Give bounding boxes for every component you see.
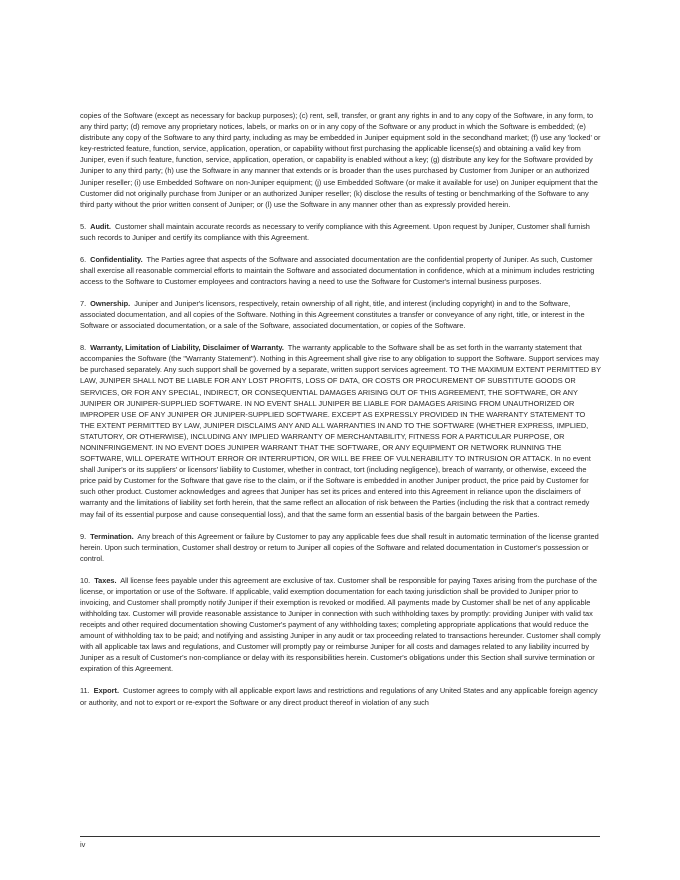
section-text: The warranty applicable to the Software shall be as set forth in the warranty statement that accompanies the Software (the "Warranty Statement"). Nothing in this Agreement shall give rise to any obligation to support the Software. Support services may be purchased separately. Any such support shall be governed by a separate, written support services agreement. TO THE MAXIMUM EXTENT PERMITTED BY LAW, JUNIPER SHALL NOT BE LIABLE FOR ANY LOST PROFITS, LOSS OF DATA, OR COSTS OR PROCUREMENT OF SUBSTITUTE GOODS OR SERVICES, OR FOR ANY SPECIAL, INDIRECT, OR CONSEQUENTIAL DAMAGES ARISING OUT OF THIS AGREEMENT, THE SOFTWARE, OR ANY JUNIPER OR JUNIPER-SUPPLIED SOFTWARE. IN NO EVENT SHALL JUNIPER BE LIABLE FOR DAMAGES ARISING FROM UNAUTHORIZED OR IMPROPER USE OF ANY JUNIPER OR JUNIPER-SUPPLIED SOFTWARE. EXCEPT AS EXPRESSLY PROVIDED IN THE WARRANTY STATEMENT TO THE EXTENT PERMITTED BY LAW, JUNIPER DISCLAIMS ANY AND ALL WARRANTIES IN AND TO THE SOFTWARE (WHETHER EXPRESS, IMPLIED, STATUTORY, OR OTHERWISE), INCLUDING ANY IMPLIED WARRANTY OF MERCHANTABILITY, FITNESS FOR A PARTICULAR PURPOSE, OR NONINFRINGEMENT. IN NO EVENT DOES JUNIPER WARRANT THAT THE SOFTWARE, OR ANY EQUIPMENT OR NETWORK RUNNING THE SOFTWARE, WILL OPERATE WITHOUT ERROR OR INTERRUPTION, OR WILL BE FREE OF VULNERABILITY TO INTRUSION OR ATTACK. In no event shall Juniper's or its suppliers' or licensors' liability to Customer, whether in contract, tort (including negligence), breach of warranty, or otherwise, exceed the price paid by Customer for the Software that gave rise to the claim, or if the Software is embedded in another Juniper product, the price paid by Customer for such other product. Customer acknowledges and agrees that Juniper has set its prices and entered into this Agreement in reliance upon the disclaimers of warranty and the limitations of liability set forth herein, that the same reflect an allocation of risk between the Parties (including the risk that a contract remedy may fail of its essential purpose and cause consequential loss), and that the same form an essential basis of the bargain between the Parties. bbox=[80, 343, 601, 519]
section-ownership bbox=[80, 298, 601, 331]
section-text: Customer shall maintain accurate records as necessary to verify compliance with this Agreement. Upon request by Juniper, Customer shall furnish such records to Juniper and certify its compliance with this Agreement. bbox=[80, 221, 590, 242]
section-text: Customer agrees to comply with all applicable export laws and restrictions and regulations of any United States and any applicable foreign agency or authority, and not to export or re-export the Software or any direct product thereof in violation of any such bbox=[80, 686, 598, 707]
section-number: 8. bbox=[80, 343, 87, 353]
section-heading: Confidentiality. bbox=[90, 254, 143, 264]
page-number: iv bbox=[80, 840, 86, 849]
section-termination bbox=[80, 531, 601, 564]
section-number: 6. bbox=[80, 254, 87, 264]
section-text: The Parties agree that aspects of the Software and associated documentation are the confidential property of Juniper. As such, Customer shall exercise all reasonable commercial efforts to maintain the Software and associated documentation in confidence, which at a minimum includes restricting access to the Software to Customer employees and contractors having a need to use the Software for Customer's internal business purposes. bbox=[80, 254, 595, 286]
section-text: All license fees payable under this agreement are exclusive of tax. Customer shall be responsible for paying Taxes arising from the purchase of the license, or importation or use of the Software. If applicable, valid exemption documentation for each taxing jurisdiction shall be provided to Juniper prior to invoicing, and Customer shall promptly notify Juniper if their exemption is revoked or modified. All payments made by Customer shall be net of any applicable withholding tax. Customer will provide reasonable assistance to Juniper in connection with such withholding taxes by promptly: providing Juniper with valid tax receipts and other required documentation showing Customer's payment of any withholding taxes; completing appropriate applications that would reduce the amount of withholding tax to be paid; and notifying and assisting Juniper in any audit or tax proceeding related to transactions hereunder. Customer shall comply with all applicable tax laws and regulations, and Customer will promptly pay or reimburse Juniper for all costs and damages related to any liability incurred by Juniper as a result of Customer's non-compliance or delay with its responsibilities herein. Customer's obligations under this Section shall survive termination or expiration of this Agreement. bbox=[80, 575, 601, 674]
section-heading: Ownership. bbox=[90, 298, 131, 308]
section-number: 9. bbox=[80, 531, 87, 541]
section-confidentiality bbox=[80, 254, 601, 287]
section-heading: Export. bbox=[93, 686, 119, 696]
section-audit bbox=[80, 221, 601, 243]
footer-divider bbox=[80, 836, 600, 837]
section-text: Juniper and Juniper's licensors, respectively, retain ownership of all right, title, and interest (including copyright) in and to the Software, associated documentation, and all copies of the Software. Nothing in this Agreement constitutes a transfer or conveyance of any right, title, or interest in the Software or associated documentation, or a sale of the Software, associated documentation, or copies of the Software. bbox=[80, 298, 585, 331]
license-agreement-body bbox=[80, 110, 601, 719]
section-text: Any breach of this Agreement or failure by Customer to pay any applicable fees due shall result in automatic termination of the license granted herein. Upon such termination, Customer shall destroy or return to Juniper all copies of the Software and related documentation in Customer's possession or control. bbox=[80, 531, 599, 563]
section-number: 7. bbox=[80, 298, 87, 308]
intro-paragraph: copies of the Software (except as necessary for backup purposes); (c) rent, sell, transfer, or grant any rights in and to any copy of the Software, in any form, to any third party; (d) remove any proprietary notices, labels, or marks on or in any copy of the Software or any product in which the Software is embedded; (e) distribute any copy of the Software to any third party, including as may be embedded in Juniper equipment sold in the secondhand market; (f) use any 'locked' or key-restricted feature, function, service, application, operation, or capability without first purchasing the applicable license(s) and obtaining a valid key from Juniper, even if such feature, function, service, application, operation, or capability is enabled without a key; (g) distribute any key for the Software provided by Juniper to any third party; (h) use the Software in any manner that extends or is broader than the uses purchased by Customer from Juniper or an authorized Juniper reseller; (i) use Embedded Software on non-Juniper equipment; (j) use Embedded Software (or make it available for use) on Juniper equipment that the Customer did not originally purchase from Juniper or an authorized Juniper reseller; (k) disclose the results of testing or benchmarking of the Software to any third party without the prior written consent of Juniper; or (l) use the Software in any manner other than as expressly provided herein. bbox=[80, 111, 601, 209]
section-number: 5. bbox=[80, 221, 87, 231]
section-number: 11. bbox=[80, 686, 90, 696]
section-heading: Taxes. bbox=[94, 575, 117, 585]
section-heading: Audit. bbox=[90, 221, 111, 231]
section-heading: Termination. bbox=[90, 531, 134, 541]
section-heading: Warranty, Limitation of Liability, Disclaimer of Warranty. bbox=[90, 343, 284, 353]
section-number: 10. bbox=[80, 575, 91, 585]
section-taxes bbox=[80, 575, 601, 675]
section-warranty bbox=[80, 342, 601, 520]
section-export bbox=[80, 685, 601, 707]
